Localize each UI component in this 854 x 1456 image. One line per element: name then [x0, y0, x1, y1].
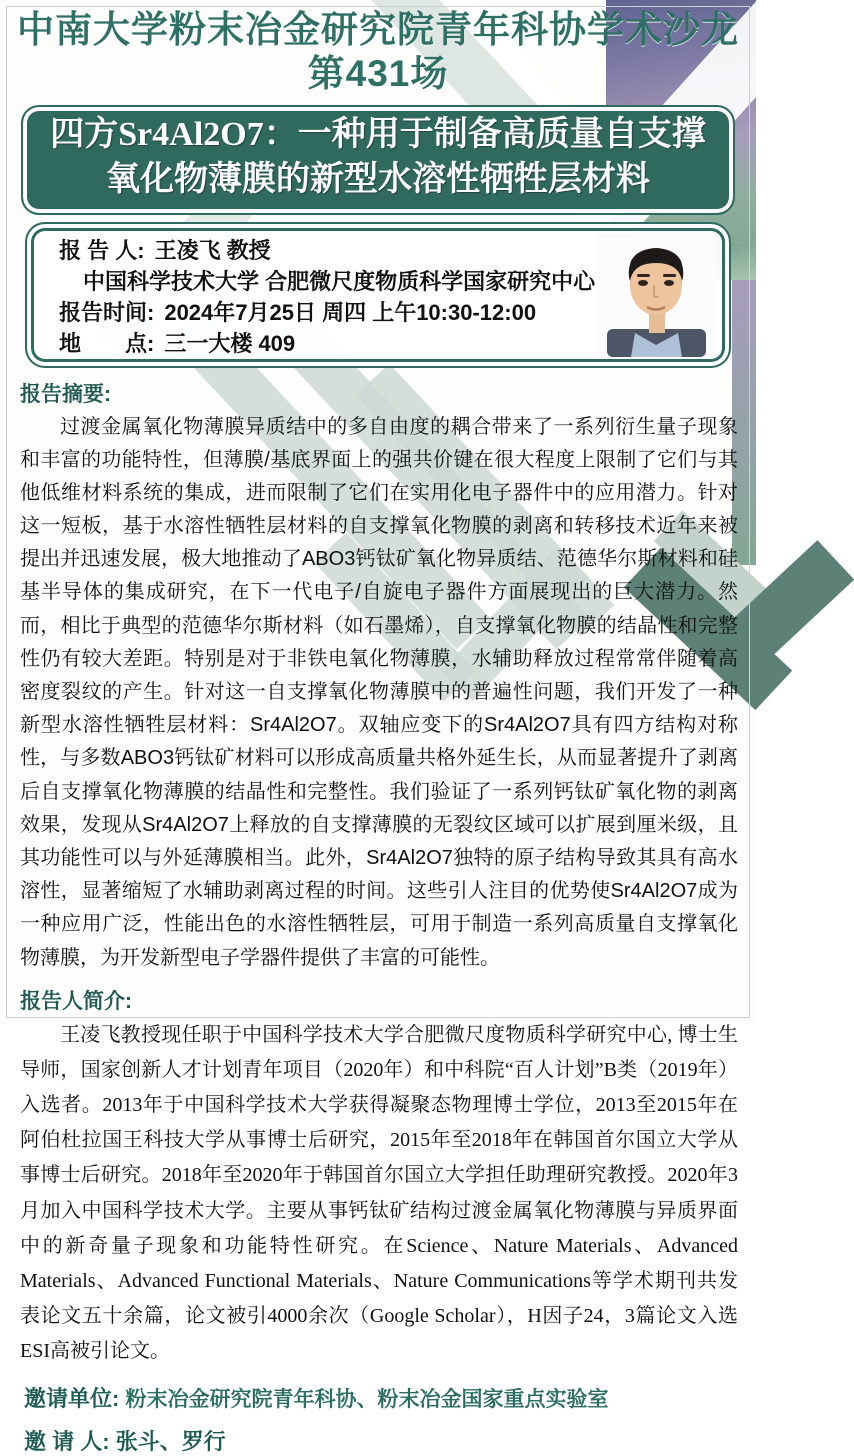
talk-title-banner [21, 105, 735, 215]
poster-title-line2: 第431场 [307, 53, 449, 95]
inviter-label: 邀 请 人: [24, 1428, 110, 1454]
speaker-photo [597, 233, 716, 357]
speaker-name: 王凌飞 教授 [154, 237, 271, 263]
inviting-unit-label: 邀请单位: [24, 1385, 120, 1411]
time-row [59, 296, 579, 327]
venue-label: 地 点: [59, 330, 155, 356]
talk-title-line1: 四方Sr4Al2O7：一种用于制备高质量自支撑 [50, 115, 706, 153]
abstract-heading: 报告摘要: [20, 382, 111, 406]
inviter-names: 张斗、罗行 [115, 1428, 226, 1454]
talk-venue: 三一大楼 409 [164, 330, 296, 356]
bio-heading: 报告人简介: [20, 989, 132, 1013]
inviting-unit-line [24, 1382, 738, 1413]
affiliation-row [59, 265, 596, 296]
inviter-line [24, 1425, 738, 1456]
speaker-label: 报 告 人: [59, 237, 145, 263]
inviting-unit-value: 粉末冶金研究院青年科协、粉末冶金国家重点实验室 [125, 1386, 609, 1411]
talk-time: 2024年7月25日 周四 上午10:30-12:00 [164, 299, 537, 325]
venue-row [59, 327, 579, 358]
bio-section [20, 985, 738, 1370]
speaker-info-box [25, 222, 731, 368]
speaker-row [59, 234, 579, 265]
abstract-text: 过渡金属氧化物薄膜异质结中的多自由度的耦合带来了一系列衍生量子现象和丰富的功能特性，但薄膜/基底界面上的强共价键在很大程度上限制了它们与其他低维材料系统的集成，进而限制了它们在实用化电子器件中的应用潜力。针对这一短板，基于水溶性牺牲层材料的自支撑氧化物膜的剥离和转移技术近年来被提出并迅速发展，极大地推动了ABO3钙钛矿氧化物异质结、范德华尔斯材料和硅基半导体的集成研究，在下一代电子/自旋电子器件方面展现出的巨大潜力。然而，相比于典型的范德华尔斯材料（如石墨烯），自支撑氧化物膜的结晶性和完整性仍有较大差距。特别是对于非铁电氧化物薄膜，水辅助释放过程常常伴随着高密度裂纹的产生。针对这一自支撑氧化物薄膜中的普遍性问题，我们开发了一种新型水溶性牺牲层材料：Sr4Al2O7。双轴应变下的Sr4Al2O7具有四方结构对称性，与多数ABO3钙钛矿材料可以形成高质量共格外延生长，从而显著提升了剥离后自支撑氧化物薄膜的结晶性和完整性。我们验证了一系列钙钛矿氧化物的剥离效果，发现从Sr4Al2O7上释放的自支撑薄膜的无裂纹区域可以扩展到厘米级，且其功能性可以与外延薄膜相当。此外，Sr4Al2O7独特的原子结构导致其具有高水溶性，显著缩短了水辅助剥离过程的时间。这些引人注目的优势使Sr4Al2O7成为一种应用广泛，性能出色的水溶性牺牲层，可用于制造一系列高质量自支撑氧化物薄膜，为开发新型电子学器件提供了丰富的可能性。 [20, 415, 738, 969]
talk-title-line2: 氧化物薄膜的新型水溶性牺牲层材料 [106, 160, 650, 198]
poster-title [0, 0, 756, 97]
time-label: 报告时间: [59, 299, 155, 325]
poster-title-line1: 中南大学粉末冶金研究院青年科协学术沙龙 [17, 9, 739, 50]
bio-text: 王凌飞教授现任职于中国科学技术大学合肥微尺度物质科学研究中心, 博士生导师，国家创新人才计划青年项目（2020年）和中科院“百人计划”B类（2019年）入选者。2013年于中国科学技术大学获得凝聚态物理博士学位，2013至2015年在阿伯杜拉国王科技大学从事博士后研究，2015年至2018年在韩国首尔国立大学从事博士后研究。2018年至2020年于韩国首尔国立大学担任助理研究教授。2020年3月加入中国科学技术大学。主要从事钙钛矿结构过渡金属氧化物薄膜与异质界面中的新奇量子现象和功能特性研究。在Science、Nature Materials、Advanced Materials、Advanced Functional Materials、Nature Communications等学术期刊共发表论文五十余篇，论文被引4000余次（Google Scholar），H因子24，3篇论文入选ESI高被引论文。 [20, 1023, 738, 1363]
abstract-section [20, 378, 738, 975]
speaker-affiliation: 中国科学技术大学 合肥微尺度物质科学国家研究中心 [83, 268, 596, 294]
